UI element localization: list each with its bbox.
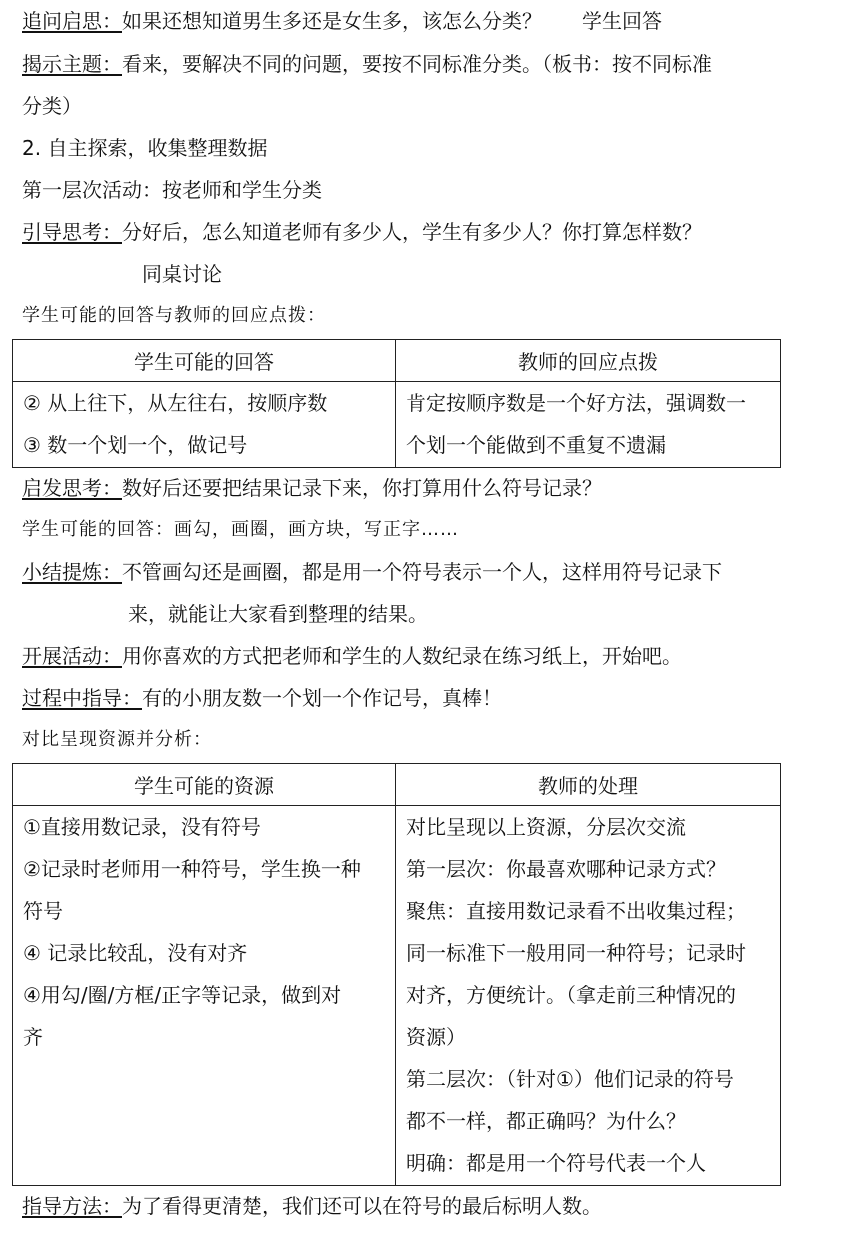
text-guidance-method: 为了看得更清楚，我们还可以在符号的最后标明人数。 — [122, 1194, 602, 1218]
table1-header-responses: 教师的回应点拨 — [396, 340, 781, 382]
table2-handling-line: 第二层次：（针对①）他们记录的符号 — [406, 1067, 734, 1091]
table2-header-resources: 学生可能的资源 — [13, 764, 396, 806]
table1-answer-line: ③ 数一个划一个，做记号 — [23, 433, 248, 457]
label-inspire-thinking: 启发思考： — [22, 476, 122, 500]
table2-resource-line: 齐 — [23, 1025, 43, 1049]
text-guide-thinking: 分好后，怎么知道老师有多少人，学生有多少人？你打算怎样数？ — [122, 220, 702, 244]
table2-handling-line: 对比呈现以上资源，分层次交流 — [406, 815, 686, 839]
table2-resource-line: 符号 — [23, 899, 63, 923]
table1-header-answers: 学生可能的回答 — [13, 340, 396, 382]
paragraph-start-activity — [22, 642, 682, 670]
table2-resource-line: ①直接用数记录，没有符号 — [23, 815, 261, 839]
paragraph-desk-discussion: 同桌讨论 — [142, 262, 222, 286]
table2-handling-line: 明确：都是用一个符号代表一个人 — [406, 1151, 706, 1175]
section-heading-explore: 2. 自主探索，收集整理数据 — [22, 136, 268, 160]
table2-handling-line: 都不一样，都正确吗？为什么？ — [406, 1109, 686, 1133]
text-inspire-thinking: 数好后还要把结果记录下来，你打算用什么符号记录？ — [122, 476, 602, 500]
text-follow-up: 如果还想知道男生多还是女生多，该怎么分类？ — [122, 9, 542, 33]
paragraph-process-guidance — [22, 684, 502, 712]
table2-handling-line: 第一层次：你最喜欢哪种记录方式？ — [406, 857, 726, 881]
table1-response-line: 肯定按顺序数是一个好方法，强调数一 — [406, 391, 746, 415]
paragraph-first-activity: 第一层次活动：按老师和学生分类 — [22, 178, 322, 202]
table2-resource-line: ④用勾/圈/方框/正字等记录，做到对 — [23, 983, 342, 1007]
label-process-guidance: 过程中指导： — [22, 686, 142, 710]
table1-cell-responses — [396, 382, 781, 468]
table2-handling-line: 同一标准下一般用同一种符号；记录时 — [406, 941, 746, 965]
label-start-activity: 开展活动： — [22, 644, 122, 668]
table1-cell-answers — [13, 382, 396, 468]
table2-header-handling: 教师的处理 — [396, 764, 781, 806]
paragraph-guide-thinking — [22, 218, 702, 246]
table2-handling-line: 聚焦：直接用数记录看不出收集过程； — [406, 899, 746, 923]
table2-cell-resources — [13, 806, 396, 1186]
paragraph-reveal-topic-cont: 分类） — [22, 94, 82, 118]
label-guidance-method: 指导方法： — [22, 1194, 122, 1218]
table-student-resources — [12, 763, 781, 1186]
table2-handling-line: 对齐，方便统计。（拿走前三种情况的 — [406, 983, 736, 1007]
table1-response-line: 个划一个能做到不重复不遗漏 — [406, 433, 666, 457]
label-guide-thinking: 引导思考： — [22, 220, 122, 244]
text-summary: 不管画勾还是画圈，都是用一个符号表示一个人，这样用符号记录下 — [122, 560, 722, 584]
label-summary: 小结提炼： — [22, 560, 122, 584]
paragraph-table2-caption: 对比呈现资源并分析： — [22, 729, 212, 750]
table2-cell-handling — [396, 806, 781, 1186]
table2-handling-line: 资源） — [406, 1025, 466, 1049]
text-start-activity: 用你喜欢的方式把老师和学生的人数纪录在练习纸上，开始吧。 — [122, 644, 682, 668]
paragraph-table1-caption: 学生可能的回答与教师的回应点拨： — [22, 305, 326, 326]
table1-answer-line: ② 从上往下，从左往右，按顺序数 — [23, 391, 328, 415]
label-follow-up: 追问启思： — [22, 9, 122, 33]
label-reveal-topic: 揭示主题： — [22, 52, 122, 76]
paragraph-reveal-topic — [22, 50, 712, 78]
table2-resource-line: ②记录时老师用一种符号，学生换一种 — [23, 857, 361, 881]
paragraph-follow-up-question — [22, 7, 662, 35]
paragraph-inspire-thinking — [22, 474, 602, 502]
paragraph-summary-cont: 来，就能让大家看到整理的结果。 — [128, 602, 428, 626]
table-student-answers — [12, 339, 781, 468]
paragraph-guidance-method — [22, 1192, 602, 1220]
text-process-guidance: 有的小朋友数一个划一个作记号，真棒！ — [142, 686, 502, 710]
paragraph-possible-answers: 学生可能的回答：画勾，画圈，画方块，写正字…… — [22, 519, 459, 540]
paragraph-summary — [22, 558, 722, 586]
table2-resource-line: ④ 记录比较乱，没有对齐 — [23, 941, 248, 965]
text-student-answer: 学生回答 — [582, 9, 662, 33]
text-reveal-topic: 看来，要解决不同的问题，要按不同标准分类。（板书：按不同标准 — [122, 52, 712, 76]
